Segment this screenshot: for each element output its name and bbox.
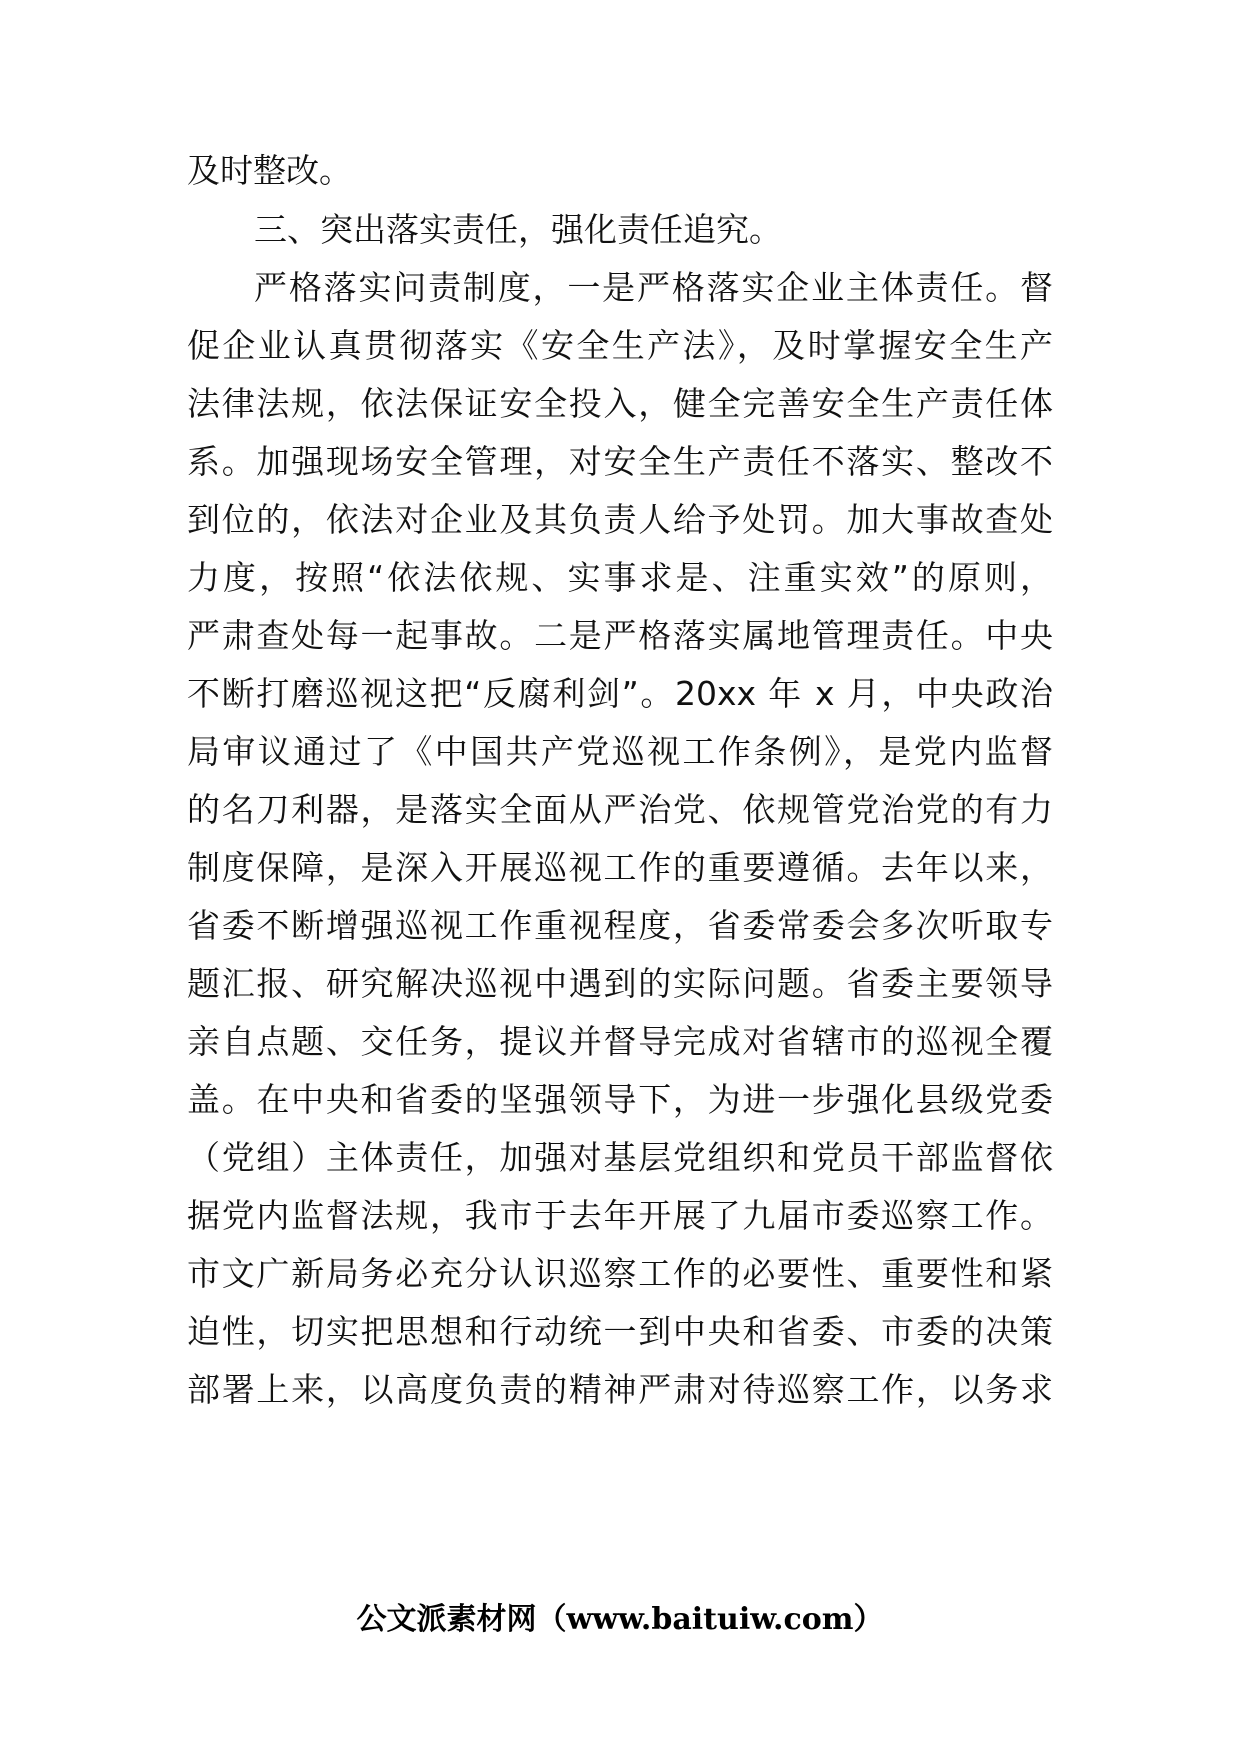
body-line-8: 力度，按照“依法依规、实事求是、注重实效”的原则， [187, 558, 1053, 597]
body-line-19: 据党内监督法规，我市于去年开展了九届市委巡察工作。 [187, 1196, 1053, 1235]
body-line-17: 盖。在中央和省委的坚强领导下，为进一步强化县级党委 [187, 1080, 1053, 1119]
body-line-22: 部署上来，以高度负责的精神严肃对待巡察工作，以务求 [187, 1370, 1053, 1409]
body-line-9: 严肃查处每一起事故。二是严格落实属地管理责任。中央 [187, 616, 1053, 655]
footer-watermark: 公文派素材网（www.baituiw.com） [356, 1602, 884, 1637]
body-line-14: 省委不断增强巡视工作重视程度，省委常委会多次听取专 [187, 906, 1053, 945]
section-heading: 三、突出落实责任，强化责任追究。 [254, 210, 782, 249]
body-line-18: （党组）主体责任，加强对基层党组织和党员干部监督依 [187, 1138, 1053, 1177]
body-line-10: 不断打磨巡视这把“反腐利剑”。20xx 年 x 月，中央政治 [187, 674, 1053, 713]
body-line-3: 严格落实问责制度，一是严格落实企业主体责任。督 [254, 268, 1053, 307]
body-line-12: 的名刀利器，是落实全面从严治党、依规管党治党的有力 [187, 790, 1053, 829]
body-line-6: 系。加强现场安全管理，对安全生产责任不落实、整改不 [187, 442, 1053, 481]
body-line-20: 市文广新局务必充分认识巡察工作的必要性、重要性和紧 [187, 1254, 1053, 1293]
body-line-11: 局审议通过了《中国共产党巡视工作条例》，是党内监督 [187, 732, 1053, 771]
body-line-16: 亲自点题、交任务，提议并督导完成对省辖市的巡视全覆 [187, 1022, 1053, 1061]
body-line-13: 制度保障，是深入开展巡视工作的重要遵循。去年以来， [187, 848, 1053, 887]
body-line-7: 到位的，依法对企业及其负责人给予处罚。加大事故查处 [187, 500, 1053, 539]
body-line-15: 题汇报、研究解决巡视中遇到的实际问题。省委主要领导 [187, 964, 1053, 1003]
body-line-21: 迫性，切实把思想和行动统一到中央和省委、市委的决策 [187, 1312, 1053, 1351]
body-line-1: 及时整改。 [187, 151, 352, 190]
body-line-5: 法律法规，依法保证安全投入，健全完善安全生产责任体 [187, 384, 1053, 423]
body-line-4: 促企业认真贯彻落实《安全生产法》，及时掌握安全生产 [187, 326, 1053, 365]
